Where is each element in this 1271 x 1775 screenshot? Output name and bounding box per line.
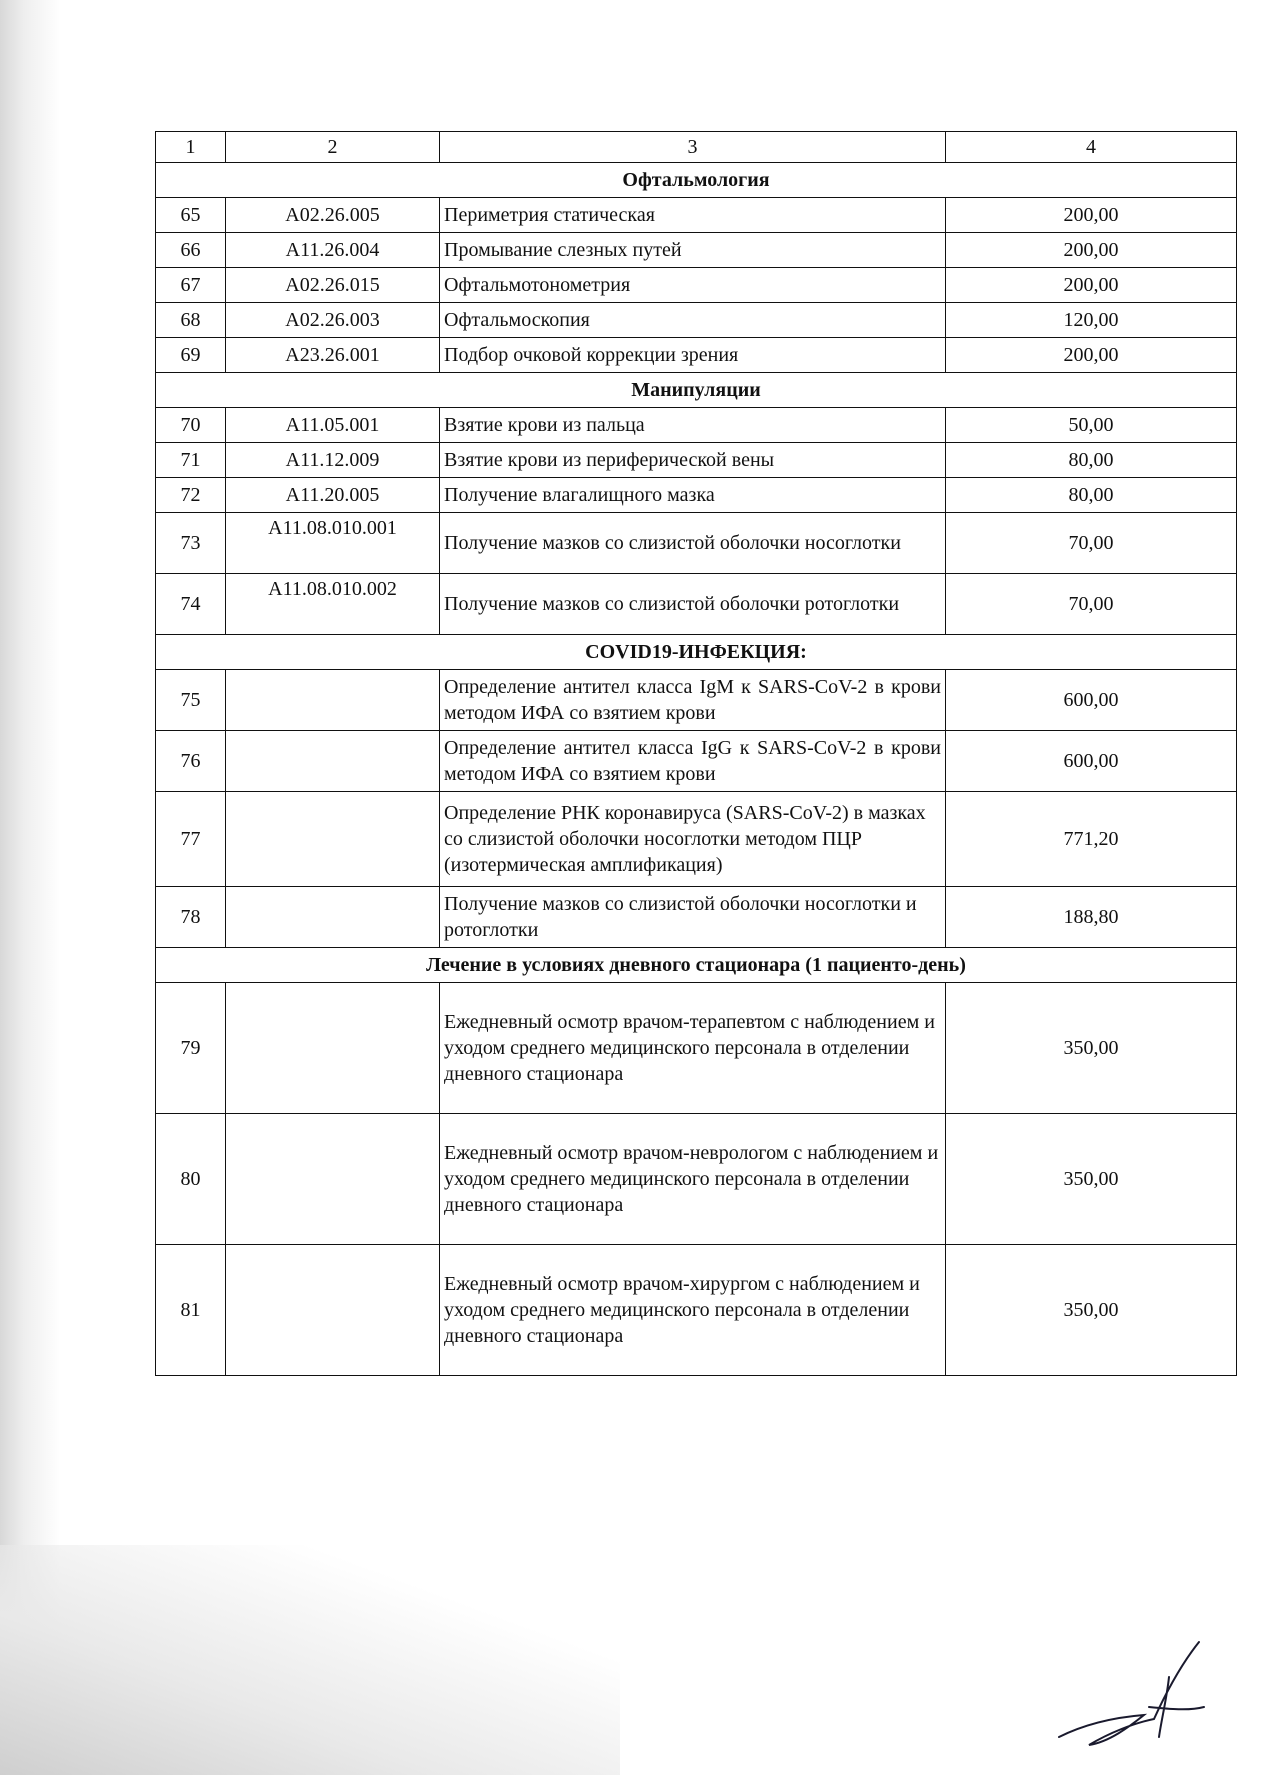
service-price: 200,00 [946,233,1237,268]
service-price: 771,20 [946,792,1237,887]
service-code: A02.26.005 [226,198,440,233]
service-code [226,1114,440,1245]
row-number: 70 [156,408,226,443]
scan-shadow-left [0,0,60,1775]
service-code: A11.08.010.001 [226,513,440,574]
service-name: Подбор очковой коррекции зрения [440,338,946,373]
table-row [156,1114,1237,1245]
service-name: Получение мазков со слизистой оболочки носоглотки и ротоглотки [440,887,946,948]
table-row [156,670,1237,731]
row-number: 80 [156,1114,226,1245]
service-code: A11.08.010.002 [226,574,440,635]
table-row [156,574,1237,635]
service-price: 80,00 [946,443,1237,478]
row-number: 67 [156,268,226,303]
table-row [156,983,1237,1114]
service-name: Взятие крови из периферической вены [440,443,946,478]
service-code [226,731,440,792]
service-name: Промывание слезных путей [440,233,946,268]
service-name: Взятие крови из пальца [440,408,946,443]
service-price: 350,00 [946,1114,1237,1245]
row-number: 75 [156,670,226,731]
table-row [156,408,1237,443]
service-name: Офтальмоскопия [440,303,946,338]
service-code: A02.26.003 [226,303,440,338]
section-title: Манипуляции [156,373,1237,408]
row-number: 79 [156,983,226,1114]
service-price: 200,00 [946,268,1237,303]
row-number: 73 [156,513,226,574]
service-code: A11.12.009 [226,443,440,478]
row-number: 78 [156,887,226,948]
section-title: COVID19-ИНФЕКЦИЯ: [156,635,1237,670]
table-row [156,233,1237,268]
table-row [156,198,1237,233]
row-number: 72 [156,478,226,513]
table-row [156,792,1237,887]
column-number-1: 1 [156,132,226,163]
table-row [156,887,1237,948]
row-number: 69 [156,338,226,373]
service-price: 120,00 [946,303,1237,338]
service-code: A11.20.005 [226,478,440,513]
section-title-row [156,163,1237,198]
service-code [226,670,440,731]
handwritten-signature [1049,1637,1209,1757]
table-row [156,443,1237,478]
service-code [226,1245,440,1376]
row-number: 65 [156,198,226,233]
service-code: A11.05.001 [226,408,440,443]
service-price: 50,00 [946,408,1237,443]
scan-shadow-bottom [0,1545,620,1775]
row-number: 68 [156,303,226,338]
section-title-row [156,948,1237,983]
section-title-row [156,373,1237,408]
row-number: 71 [156,443,226,478]
service-name: Ежедневный осмотр врачом-хирургом с наблюдением и уходом среднего медицинского персонала в отделении дневного стационара [440,1245,946,1376]
service-name: Определение антител класса IgM к SARS-CoV-2 в крови методом ИФА со взятием крови [440,670,946,731]
table-row [156,303,1237,338]
service-price: 188,80 [946,887,1237,948]
service-code: A23.26.001 [226,338,440,373]
section-title: Лечение в условиях дневного стационара (1 пациенто-день) [156,948,1237,983]
service-name: Получение влагалищного мазка [440,478,946,513]
table-row [156,1245,1237,1376]
service-code: A02.26.015 [226,268,440,303]
service-price: 70,00 [946,574,1237,635]
table-row [156,731,1237,792]
service-name: Определение РНК коронавируса (SARS-CoV-2) в мазках со слизистой оболочки носоглотки методом ПЦР (изотермическая амплификация) [440,792,946,887]
service-price: 350,00 [946,983,1237,1114]
service-name: Получение мазков со слизистой оболочки ротоглотки [440,574,946,635]
table-row [156,338,1237,373]
service-price: 80,00 [946,478,1237,513]
service-code [226,792,440,887]
service-name: Получение мазков со слизистой оболочки носоглотки [440,513,946,574]
column-number-2: 2 [226,132,440,163]
service-price: 350,00 [946,1245,1237,1376]
row-number: 74 [156,574,226,635]
table-row [156,268,1237,303]
row-number: 66 [156,233,226,268]
price-table [155,131,1237,1376]
service-code [226,983,440,1114]
service-price: 600,00 [946,731,1237,792]
service-name: Ежедневный осмотр врачом-неврологом с наблюдением и уходом среднего медицинского персонала в отделении дневного стационара [440,1114,946,1245]
row-number: 81 [156,1245,226,1376]
column-number-4: 4 [946,132,1237,163]
service-price: 600,00 [946,670,1237,731]
table-row [156,478,1237,513]
service-name: Офтальмотонометрия [440,268,946,303]
service-name: Ежедневный осмотр врачом-терапевтом с наблюдением и уходом среднего медицинского персонала в отделении дневного стационара [440,983,946,1114]
service-price: 70,00 [946,513,1237,574]
section-title-row [156,635,1237,670]
service-price: 200,00 [946,198,1237,233]
column-number-row [156,132,1237,163]
row-number: 76 [156,731,226,792]
column-number-3: 3 [440,132,946,163]
service-code: A11.26.004 [226,233,440,268]
section-title: Офтальмология [156,163,1237,198]
table-row [156,513,1237,574]
service-name: Периметрия статическая [440,198,946,233]
service-name: Определение антител класса IgG к SARS-CoV-2 в крови методом ИФА со взятием крови [440,731,946,792]
row-number: 77 [156,792,226,887]
service-code [226,887,440,948]
service-price: 200,00 [946,338,1237,373]
